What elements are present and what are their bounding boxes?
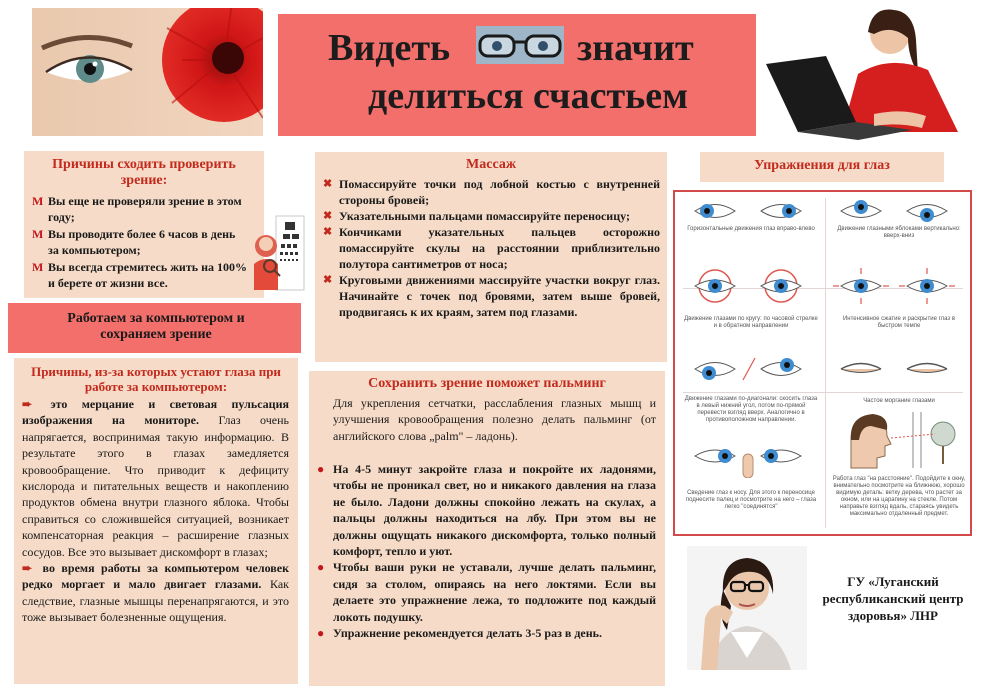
- list-item: ● Чтобы ваши руки не уставали, лучше делать пальминг, сидя за столом, опираясь на него локтями. Если вы делаете это упражнение лежа, то подложите под каждый локоть подушку.: [317, 560, 656, 624]
- list-item: М Вы еще не проверяли зрение в этом году;: [32, 194, 242, 224]
- cross-bullet-icon: ✖: [323, 274, 333, 286]
- reasons-check-panel: [24, 151, 264, 298]
- massage-title: Массаж: [466, 157, 516, 172]
- list-item: ✖ Кончиками указательных пальцев осторожно помассируйте скулы на расстоянии приблизительно полутора сантиметров от носа;: [323, 225, 660, 271]
- palming-list: [317, 461, 656, 641]
- exercise-caption-4: Интенсивное сжатие и раскрытие глаз в быстром темпе: [842, 316, 956, 329]
- arrow-bullet-icon: ➨: [22, 397, 33, 411]
- exercise-caption-1: Горизонтальные движения глаз вправо-влево: [687, 226, 815, 232]
- list-item: ✖ Помассируйте точки под лобной костью с внутренней стороны бровей;: [323, 177, 660, 207]
- dot-bullet-icon: ●: [317, 560, 325, 575]
- woman-laptop-photo: [762, 4, 974, 146]
- eye-exercise-diagonal-icon: [685, 352, 815, 386]
- tired-reasons-title: Причины, из-за которых устают глаза при работе за компьютером:: [31, 364, 281, 394]
- palming-intro: Для укрепления сетчатки, расслабления глазных мышц и улучшения кровообращения полезно делать пальминг (от английского слова „palm" – ладонь).: [333, 396, 656, 443]
- eye-exercise-squeeze-icon: [831, 266, 961, 306]
- eye-exercise-distance-icon: [831, 410, 961, 470]
- tired-reason-2: ➨ во время работы за компьютером человек редко моргает и мало двигает глазами. Как следствие, глазные мышцы перенапрягаются, и это тоже вызывает болезненные ощущения.: [22, 561, 290, 625]
- cross-bullet-icon: ✖: [323, 178, 333, 190]
- exercise-caption-3: Движение глазами по кругу: по часовой стрелке и в обратном направлении: [684, 316, 818, 329]
- spiral-bullet-icon: М: [32, 227, 44, 241]
- exercises-title: Упражнения для глаз: [754, 158, 890, 173]
- exercises-heading: [700, 152, 944, 182]
- massage-list: [323, 176, 660, 320]
- cross-bullet-icon: ✖: [323, 226, 333, 238]
- exercises-diagram: [673, 190, 972, 536]
- arrow-bullet-icon: ➨: [22, 561, 33, 576]
- spiral-bullet-icon: М: [32, 260, 44, 274]
- eye-exercise-nose-converge-icon: [685, 438, 815, 478]
- eye-chart-doctor-illustration: [252, 214, 306, 292]
- palming-panel: [309, 371, 665, 686]
- list-item: М Вы проводите более 6 часов в день за компьютером;: [32, 227, 236, 257]
- title-line2: делиться счастьем: [368, 75, 688, 117]
- dot-bullet-icon: ●: [317, 462, 325, 476]
- cross-bullet-icon: ✖: [323, 210, 333, 222]
- title-banner: [278, 14, 756, 136]
- list-item: ● На 4-5 минут закройте глаза и покройте их ладонями, чтобы не проникал свет, но и никакого давления на глаза не было. Ладони должны спокойно лежать на скулах, а пальцы должны находиться на лбу. При этом вы не должны ощущать никакого дискомфорта, только полный комфорт, тепло и уют.: [317, 462, 656, 559]
- list-item: ✖ Указательными пальцами помассируйте переносицу;: [323, 209, 630, 223]
- org-name: ГУ «Луганский республиканский центр здоровья» ЛНР: [822, 574, 964, 623]
- reasons-check-list: [32, 193, 248, 291]
- eye-exercise-circular-icon: [685, 266, 815, 306]
- work-banner: [8, 303, 301, 353]
- exercise-caption-8: Работа глаз "на расстояние". Подойдите к окну, внимательно посмотрите на ближнюю, хорошо видимую деталь: ветку дерева, что растет за окном, или на царапину на стекле. Потом направьте взгляд вдаль, стараясь увидеть максимально отдаленный предмет.: [832, 476, 966, 517]
- list-item: ✖ Круговыми движениями массируйте участки вокруг глаз. Начинайте с точек под бровями, затем выше бровей, продвигаясь к их краям, затем под глазами.: [323, 273, 660, 319]
- work-banner-text: Работаем за компьютером и сохраняем зрение: [67, 311, 245, 342]
- title-line1-right: значит: [577, 27, 694, 69]
- eye-exercise-vertical-icon: [831, 198, 961, 224]
- exercise-caption-2: Движение глазными яблоками вертикально: вверх-вниз: [837, 226, 961, 239]
- eye-exercise-blink-icon: [831, 352, 961, 386]
- tired-reason-1: ➨ это мерцание и световая пульсация изображения на мониторе. Глаз очень напрягается, воспринимая такую информацию. В результате этого в глазах замедляется кровообращение. Что приводит к дефициту кислорода и питательных веществ и накоплению продуктов обмена внутри глазного яблока. Чтобы справиться со сложившейся ситуацией, возникает компенсаторная реакция – расширение глазных сосудов. Все это вызывает дискомфорт в глазах;: [22, 397, 290, 559]
- exercise-caption-6: Частое моргание глазами: [863, 398, 935, 404]
- exercise-caption-5: Движение глазами по-диагонали: скосить глаза в левый нижний угол, потом по-прямой перевести взгляд вверх. Аналогично в противоположном направлении.: [684, 396, 818, 423]
- spiral-bullet-icon: М: [32, 194, 44, 208]
- eye-exercise-horizontal-icon: [685, 198, 815, 224]
- list-item: ● Упражнение рекомендуется делать 3-5 раз в день.: [317, 626, 603, 641]
- glasses-eyes-image: [476, 26, 564, 64]
- reasons-check-title: Причины сходить проверить зрение:: [52, 157, 236, 188]
- eye-flower-photo: [32, 8, 263, 136]
- massage-panel: [315, 152, 667, 362]
- title-line1-left: Видеть: [328, 27, 451, 69]
- exercise-caption-7: Сведение глаз к носу. Для этого к переносице поднесите палец и посмотрите на него – глаза легко "соединятся": [685, 490, 817, 510]
- list-item: М Вы всегда стремитесь жить на 100% и берете от жизни все.: [32, 260, 247, 290]
- palming-title: Сохранить зрение поможет пальминг: [368, 376, 606, 391]
- woman-glasses-photo: [687, 546, 807, 670]
- tired-reasons-body: [22, 396, 289, 626]
- dot-bullet-icon: ●: [317, 626, 325, 641]
- tired-reasons-panel: [14, 358, 298, 684]
